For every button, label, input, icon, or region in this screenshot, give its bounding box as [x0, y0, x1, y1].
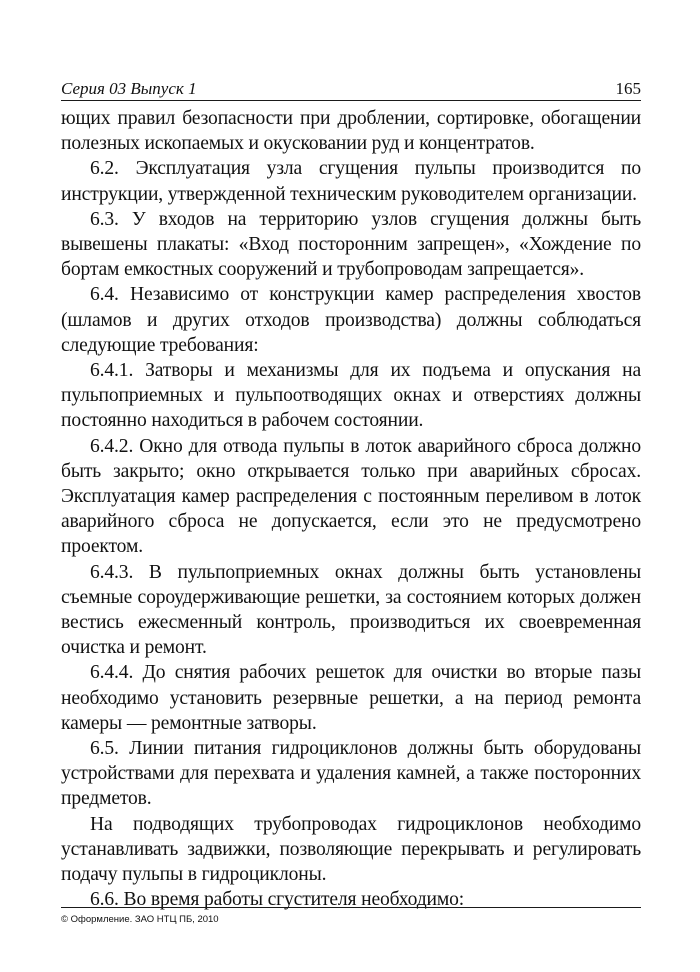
running-header [61, 76, 641, 101]
paragraph-6-4-1: 6.4.1. Затворы и механизмы для их подъема и опускания на пульпоприемных и пульпоотводящих окнах и отверстиях должны постоянно находиться в рабочем состоянии. [61, 360, 641, 432]
body-text [61, 106, 641, 913]
paragraph-6-2: 6.2. Эксплуатация узла сгущения пульпы производится по инструкции, утвержденной техническим руководителем организации. [61, 158, 641, 205]
paragraph-6-4: 6.4. Независимо от конструкции камер распределения хвостов (шламов и других отходов производства) должны соблюдаться следующие требования: [61, 284, 641, 356]
footer-rule [61, 907, 641, 908]
page-number: 165 [615, 79, 641, 98]
paragraph-6-4-4: 6.4.4. До снятия рабочих решеток для очистки во вторые пазы необходимо установить резервные решетки, а на период ремонта камеры — ремонтные затворы. [61, 662, 641, 734]
paragraph-6-5: 6.5. Линии питания гидроциклонов должны быть оборудованы устройствами для перехвата и удаления камней, а также посторонних предметов. [61, 738, 641, 810]
paragraph-6-6: 6.6. Во время работы сгустителя необходимо: [90, 889, 465, 911]
footer-copyright: © Оформление. ЗАО НТЦ ПБ, 2010 [61, 914, 219, 925]
paragraph-6-5-valves: На подводящих трубопроводах гидроциклонов необходимо устанавливать задвижки, позволяющие перекрывать и регулировать подачу пульпы в гидроциклоны. [61, 813, 641, 886]
paragraph-6-4-2: 6.4.2. Окно для отвода пульпы в лоток аварийного сброса должно быть закрыто; окно открывается только при аварийных сбросах. Эксплуатация камер распределения с постоянным переливом в лоток аварийного сброса не допускается, если это не предусмотрено проектом. [61, 435, 641, 558]
paragraph-6-4-3: 6.4.3. В пульпоприемных окнах должны быть установлены съемные сороудерживающие решетки, за состоянием которых должен вестись ежесменный контроль, производиться их своевременная очистка и ремонт. [61, 561, 641, 659]
paragraph-6-3: 6.3. У входов на территорию узлов сгущения должны быть вывешены плакаты: «Вход посторонним запрещен», «Хождение по бортам емкостных сооружений и трубопроводам запрещается». [61, 208, 641, 281]
series-title: Серия 03 Выпуск 1 [61, 79, 197, 98]
paragraph-continuation: ющих правил безопасности при дроблении, сортировке, обогащении полезных ископаемых и окусковании руд и концентратов. [61, 108, 641, 155]
